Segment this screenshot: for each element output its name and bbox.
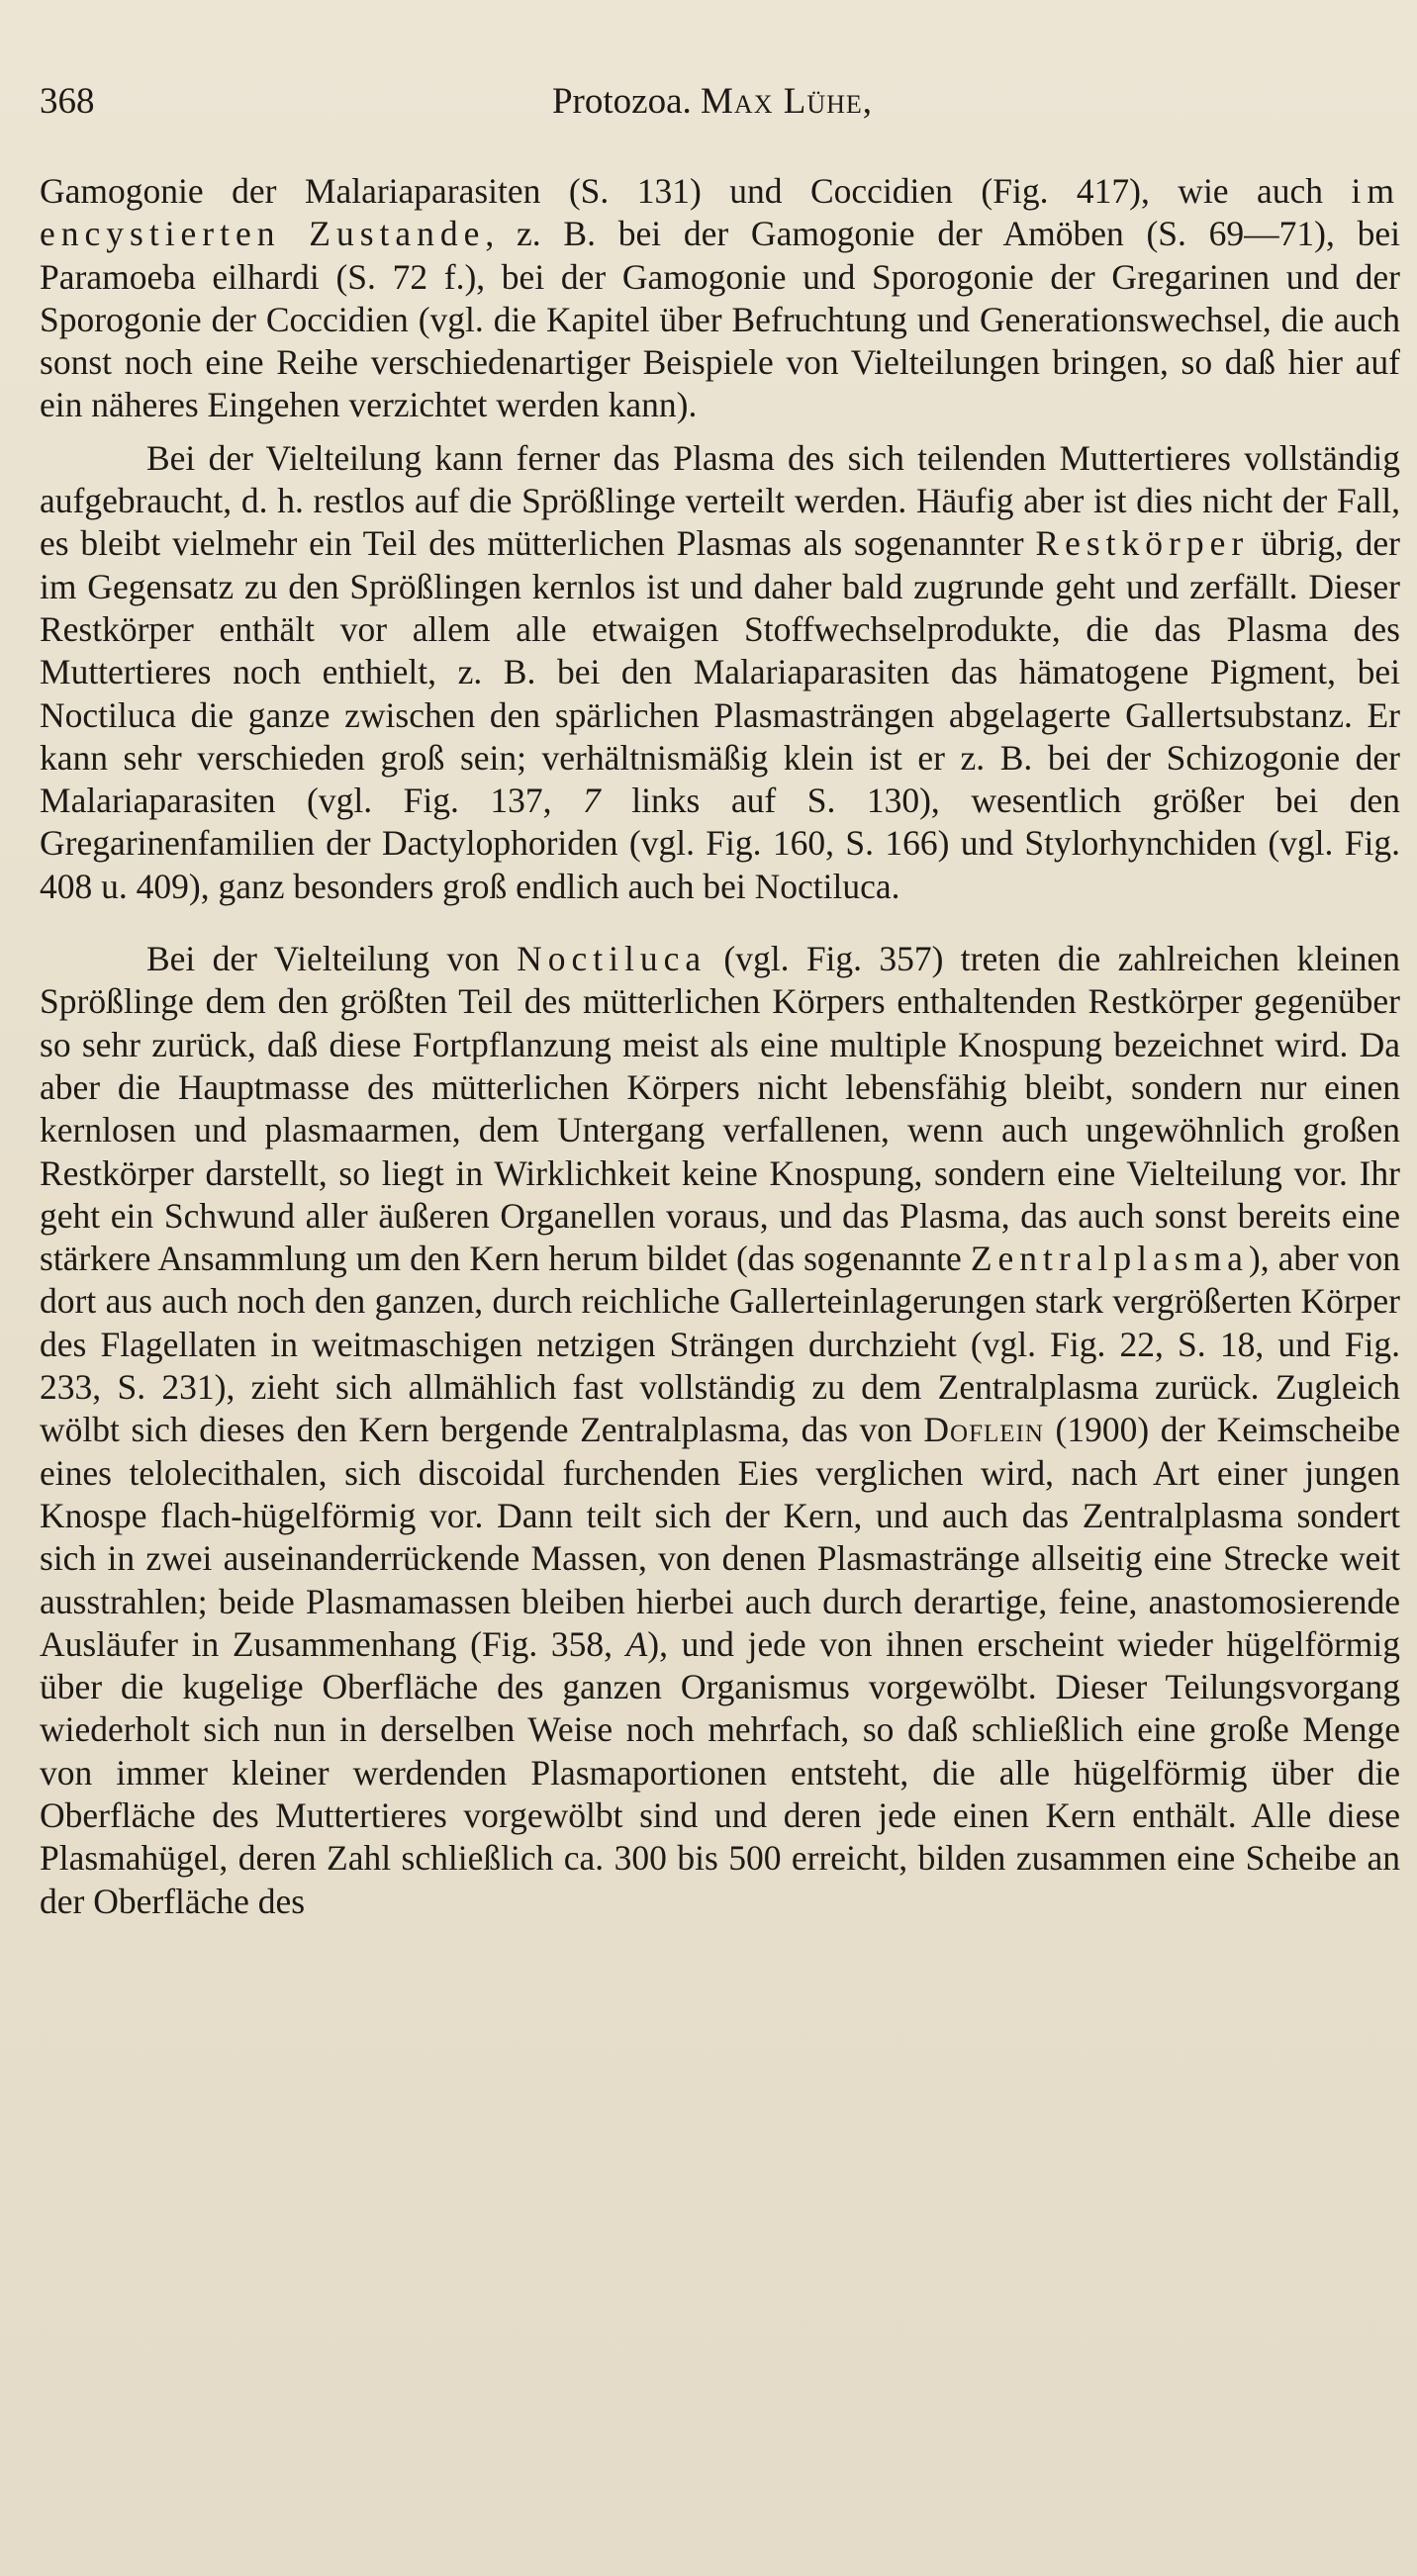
p2-italic-ref: 7 [583, 781, 601, 821]
page-header [40, 77, 1385, 127]
p3-spaced-term-2: Zentralplasma [970, 1239, 1249, 1279]
p3-spaced-term-1: Noctiluca [517, 939, 708, 979]
running-head [40, 77, 1385, 127]
p2-text-1: Bei der Vielteilung kann ferner das Plasma des sich teilenden Muttertieres vollständig aufgebraucht, d. h. restlos auf die Sprößlinge verteilt werden. Häufig aber ist dies nicht der Fall, es bleibt vielmehr ein Teil des mütterlichen Plasmas als sogenannter [40, 437, 1400, 564]
paragraph-1 [40, 170, 1400, 427]
p2-spaced-term: Restkörper [1035, 523, 1250, 564]
paragraph-3 [40, 938, 1400, 1923]
p3-author-name: Doflein [923, 1410, 1044, 1450]
body-text [40, 170, 1400, 1923]
p1-spaced-term: im encystierten Zustande [40, 171, 1400, 254]
p3-text-4: (1900) der Keimscheibe eines telolecithalen, sich discoidal furchenden Eies verglichen wird, nach Art einer jungen Knospe flach-hügelförmig vor. Dann teilt sich der Kern, und auch das Zentralplasma sondert sich in zwei auseinanderrückende Massen, von denen Plasmastränge allseitig eine Strecke weit ausstrahlen; beide Plasmamassen bleiben hierbei auch durch derartige, feine, anastomosierende Ausläufer in Zusammenhang (Fig. 358, [40, 1410, 1400, 1664]
p1-text-2: , z. B. bei der Gamogonie der Amöben (S. 69—71), bei Paramoeba eilhardi (S. 72 f.), bei der Gamogonie und Sporogonie der Gregarinen und der Sporogonie der Coccidien (vgl. die Kapitel über Befruchtung und Generationswechsel, die auch sonst noch eine Reihe verschiedenartiger Beispiele von Vielteilungen bringen, so daß hier auf ein näheres Eingehen verzichtet werden kann). [40, 214, 1400, 425]
paragraph-2 [40, 437, 1400, 908]
running-head-section: Protozoa. [551, 81, 692, 122]
p3-text-3: ), aber von dort aus auch noch den ganzen, durch reichliche Gallerteinlagerungen stark vergrößerten Körper des Flagellaten in weitmaschigen netzigen Strängen durchzieht (vgl. Fig. 22, S. 18, und Fig. 233, S. 231), zieht sich allmählich fast vollständig zu dem Zentralplasma zurück. Zugleich wölbt sich dieses den Kern bergende Zentralplasma, das von [40, 1239, 1400, 1450]
page-number: 368 [40, 81, 95, 122]
running-head-author: Max Lühe, [701, 81, 874, 122]
p3-text-1: Bei der Vielteilung von [146, 939, 518, 979]
p3-text-2: (vgl. Fig. 357) treten die zahlreichen kleinen Sprößlinge dem den größten Teil des mütterlichen Körpers enthaltenden Restkörper gegenüber so sehr zurück, daß diese Fortpflanzung meist als eine multiple Knospung bezeichnet wird. Da aber die Hauptmasse des mütterlichen Körpers nicht lebensfähig bleibt, sondern nur einen kernlosen und plasmaarmen, dem Untergang verfallenen, wenn auch ungewöhnlich großen Restkörper darstellt, so liegt in Wirklichkeit keine Knospung, sondern eine Vielteilung vor. Ihr geht ein Schwund aller äußeren Organellen voraus, und das Plasma, das auch sonst bereits eine stärkere Ansammlung um den Kern herum bildet (das sogenannte [40, 939, 1400, 1279]
p3-text-5: ), und jede von ihnen erscheint wieder hügelförmig über die kugelige Oberfläche des ganzen Organismus vorgewölbt. Dieser Teilungsvorgang wiederholt sich nun in derselben Weise noch mehrfach, so daß schließlich eine große Menge von immer kleiner werdenden Plasmaportionen entsteht, die alle hügelförmig über die Oberfläche des Muttertieres vorgewölbt sind und deren jede einen Kern enthält. Alle diese Plasmahügel, deren Zahl schließlich ca. 300 bis 500 erreicht, bilden zusammen eine Scheibe an der Oberfläche des [40, 1623, 1400, 1921]
p2-text-2: übrig, der im Gegensatz zu den Sprößlingen kernlos ist und daher bald zugrunde geht und zerfällt. Dieser Restkörper enthält vor allem alle etwaigen Stoffwechselprodukte, die das Plasma des Muttertieres noch enthielt, z. B. bei den Malariaparasiten das hämatogene Pigment, bei Noctiluca die ganze zwischen den spärlichen Plasmasträngen abgelagerte Gallertsubstanz. Er kann sehr verschieden groß sein; verhältnismäßig klein ist er z. B. bei der Schizogonie der Malariaparasiten (vgl. Fig. 137, [40, 523, 1400, 821]
p2-text-3: links auf S. 130), wesentlich größer bei den Gregarinenfamilien der Dactylophoriden (vgl. Fig. 160, S. 166) und Stylorhynchiden (vgl. Fig. 408 u. 409), ganz besonders groß endlich auch bei Noctiluca. [40, 781, 1400, 906]
p3-italic-ref: A [625, 1623, 648, 1664]
p1-text-1: Gamogonie der Malariaparasiten (S. 131) und Coccidien (Fig. 417), wie auch [40, 171, 1352, 211]
